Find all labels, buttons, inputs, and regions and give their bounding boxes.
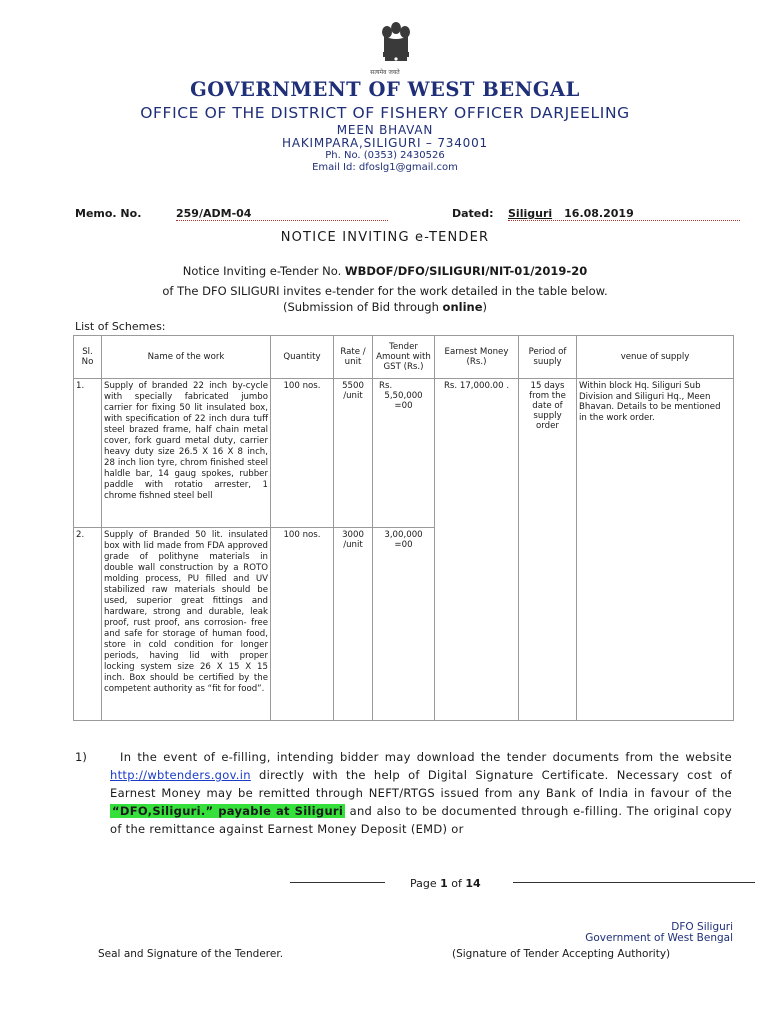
row-quantity: 100 nos.: [271, 528, 334, 721]
row-work: Supply of branded 22 inch by-cycle with specially fabricated jumbo carrier for fixing 50 lit insulated box, with specification of 22 inch dura tuff steel brazed frame, half chain metal cover, fork guard metal duty, carrier heavy duty size 26.5 X 16 X 8 inch, 28 inch lion tyre, chrom finished steel haldle bar, 14 gaug spokes, rubber paddle with rotatio arrester, 1 chrome fishned steel bell: [102, 379, 271, 528]
row-sl: 1.: [74, 379, 102, 528]
dated-place: Siliguri: [508, 207, 553, 220]
office-title: OFFICE OF THE DISTRICT OF FISHERY OFFICER DARJEELING: [140, 104, 630, 122]
tenderer-seal-label: Seal and Signature of the Tenderer.: [98, 948, 284, 960]
table-row: [74, 379, 734, 528]
footer-rule-left: [290, 882, 385, 883]
notice-heading: NOTICE INVITING e-TENDER: [280, 230, 490, 245]
dfo-signature-govt: Government of West Bengal: [585, 932, 733, 944]
email-address: Email Id: dfoslg1@gmail.com: [312, 162, 458, 173]
row-amount: Rs. 5,50,000 =00: [373, 379, 435, 528]
row-amount: 3,00,000 =00: [373, 528, 435, 721]
header-work: Name of the work: [102, 336, 271, 379]
schemes-label: List of Schemes:: [75, 320, 166, 333]
memo-number: 259/ADM-04: [176, 207, 388, 221]
header-period: Period of suuply: [519, 336, 577, 379]
row-work: Supply of Branded 50 lit. insulated box with lid made from FDA approved grade of polithyne materials in double wall construction by a ROTO molding process, PU filled and UV stabilized raw materials should be used, superior great fittings and hardware, strong and durable, leak proof, rust proof, ans corrosion- free and safe for storage of human food, store in cold condition for longer periods, having lid with proper locking system size 26 X 15 X 15 inch. Box should be certified by the competent authority as “fit for food”.: [102, 528, 271, 721]
header-venue: venue of supply: [577, 336, 734, 379]
tender-website-link[interactable]: http://wbtenders.gov.in: [110, 768, 251, 782]
address-line-1: MEEN BHAVAN: [336, 123, 434, 137]
dfo-signature-name: DFO Siliguri: [671, 921, 733, 933]
footer-rule-right: [513, 882, 755, 883]
row-quantity: 100 nos.: [271, 379, 334, 528]
government-title: GOVERNMENT OF WEST BENGAL: [190, 78, 580, 101]
dated-value: [508, 207, 740, 221]
dated-label: Dated:: [452, 207, 494, 220]
schemes-table: [73, 335, 734, 721]
row-sl: 2.: [74, 528, 102, 721]
paragraph-number: 1): [75, 750, 87, 764]
header-amount: Tender Amount with GST (Rs.): [373, 336, 435, 379]
header-quantity: Quantity: [271, 336, 334, 379]
phone-number: Ph. No. (0353) 2430526: [325, 150, 445, 161]
paragraph-body: In the event of e-filling, intending bidder may download the tender documents from the website http://wbtenders.gov.in directly with the help of Digital Signature Certificate. Necessary cost of Earnest Money may be remitted through NEFT/RTGS issued from any Bank of India in favour of the “DFO,Siliguri.” payable at Siliguri and also to be documented through e-filling. The original copy of the remittance against Earnest Money Deposit (EMD) or: [110, 750, 732, 836]
header-rate: Rate / unit: [334, 336, 373, 379]
table-header-row: [74, 336, 734, 379]
memo-label: Memo. No.: [75, 207, 142, 220]
dated-date: 16.08.2019: [564, 207, 634, 220]
emd-cell: Rs. 17,000.00 .: [435, 379, 519, 721]
emblem-motto: सत्यमेव जयते: [370, 69, 400, 76]
period-cell: 15 days from the date of supply order: [519, 379, 577, 721]
authority-signature-label: (Signature of Tender Accepting Authority): [452, 948, 671, 960]
row-rate: 5500 /unit: [334, 379, 373, 528]
payee-highlight: “DFO,Siliguri.” payable at Siliguri: [112, 804, 344, 818]
submission-mode: (Submission of Bid through online): [282, 300, 488, 314]
row-rate: 3000 /unit: [334, 528, 373, 721]
address-line-2: HAKIMPARA,SILIGURI – 734001: [282, 136, 488, 150]
nit-number: WBDOF/DFO/SILIGURI/NIT-01/2019-20: [344, 264, 588, 278]
page-number: Page 1 of 14: [410, 877, 481, 890]
header-sl: Sl. No: [74, 336, 102, 379]
nit-line: Notice Inviting e-Tender No. WBDOF/DFO/SILIGURI/NIT-01/2019-20: [182, 264, 588, 278]
header-emd: Earnest Money (Rs.): [435, 336, 519, 379]
nit-description: of The DFO SILIGURI invites e-tender for the work detailed in the table below.: [162, 284, 608, 298]
venue-cell: Within block Hq. Siliguri Sub Division and Siliguri Hq., Meen Bhavan. Details to be mentioned in the work order.: [577, 379, 734, 721]
